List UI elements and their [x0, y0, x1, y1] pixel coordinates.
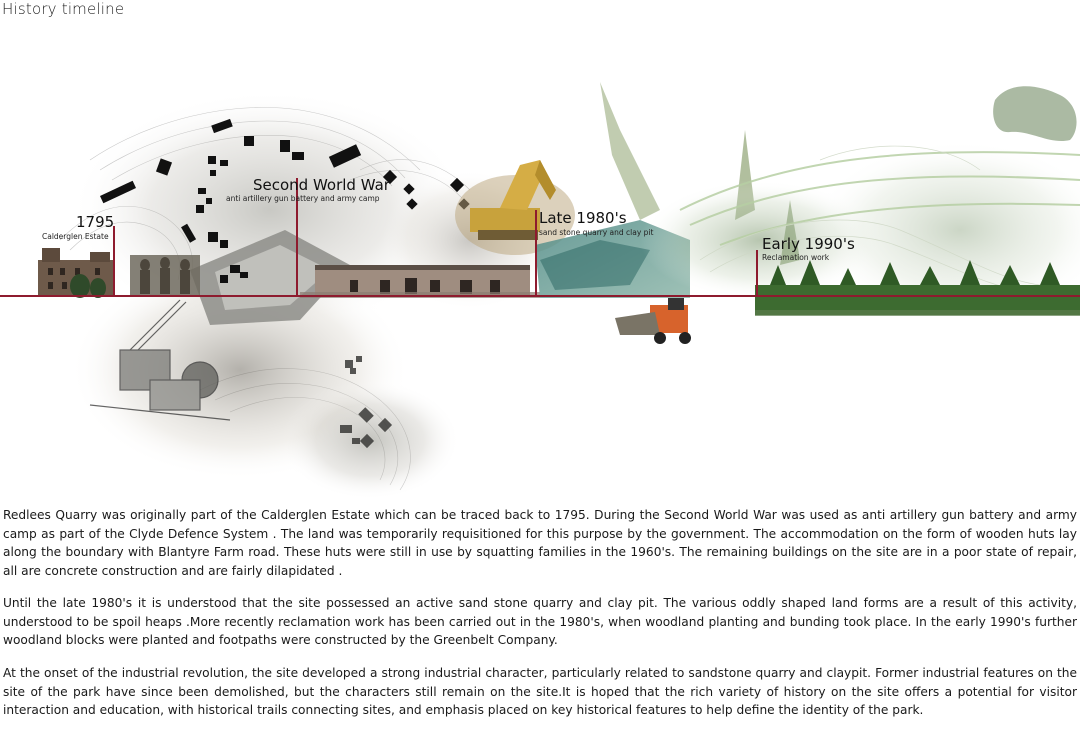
history-paragraph-2: Until the late 1980's it is understood that the site possessed an active sand stone quarry and clay pit. The various oddly shaped land forms are a result of this activity, understood to be spoil heaps .More recently reclamation work has been carried out in the 1980's, when woodland planting and bunding took place. In the early 1990's further woodland blocks were planted and footpaths were constructed by the Greenbelt Company. — [3, 596, 1077, 648]
timeline-marker-late-1980s-year: Late 1980's — [539, 209, 627, 227]
timeline-marker-early-1990s-label: Reclamation work — [762, 253, 830, 262]
history-paragraph-1: Redlees Quarry was originally part of the Calderglen Estate which can be traced back to 1795. During the Second World War was used as anti artillery gun battery and army camp as part of the Clyde Defence System . The land was temporarily requisitioned for this purpose by the government. The accommodation on the form of wooden huts lay along the boundary with Blantyre Farm road. These huts were still in use by squatting families in the 1960's. The remaining buildings on the site are in a poor state of repair, all are concrete construction and are fairly dilapidated . — [3, 508, 1077, 578]
timeline-marker-1795-line — [113, 226, 115, 296]
timeline-marker-early-1990s-year: Early 1990's — [762, 235, 855, 253]
timeline-marker-1795-label: Calderglen Estate — [42, 232, 109, 241]
timeline-marker-ww2-year: Second World War — [253, 176, 390, 194]
history-collage-illustration — [0, 60, 1080, 500]
timeline-axis-line — [0, 295, 1080, 297]
timeline-marker-1795-year: 1795 — [76, 213, 115, 231]
timeline-marker-late-1980s-line — [535, 210, 537, 296]
page-title: History timeline — [2, 0, 125, 18]
history-paragraph-3: At the onset of the industrial revolution, the site developed a strong industrial character, particularly related to sandstone quarry and claypit. Former industrial features on the site of the park have since been demolished, but the characters still remain on the site.It is hoped that the rich variety of history on the site offers a potential for visitor interaction and education, with historical trails connecting sites, and emphasis placed on key historical features to help define the identity of the park. — [3, 666, 1077, 718]
timeline-marker-ww2-label: anti artillery gun battery and army camp — [226, 194, 380, 203]
timeline-marker-late-1980s-label: sand stone quarry and clay pit — [539, 228, 654, 237]
timeline-marker-early-1990s-line — [756, 250, 758, 296]
